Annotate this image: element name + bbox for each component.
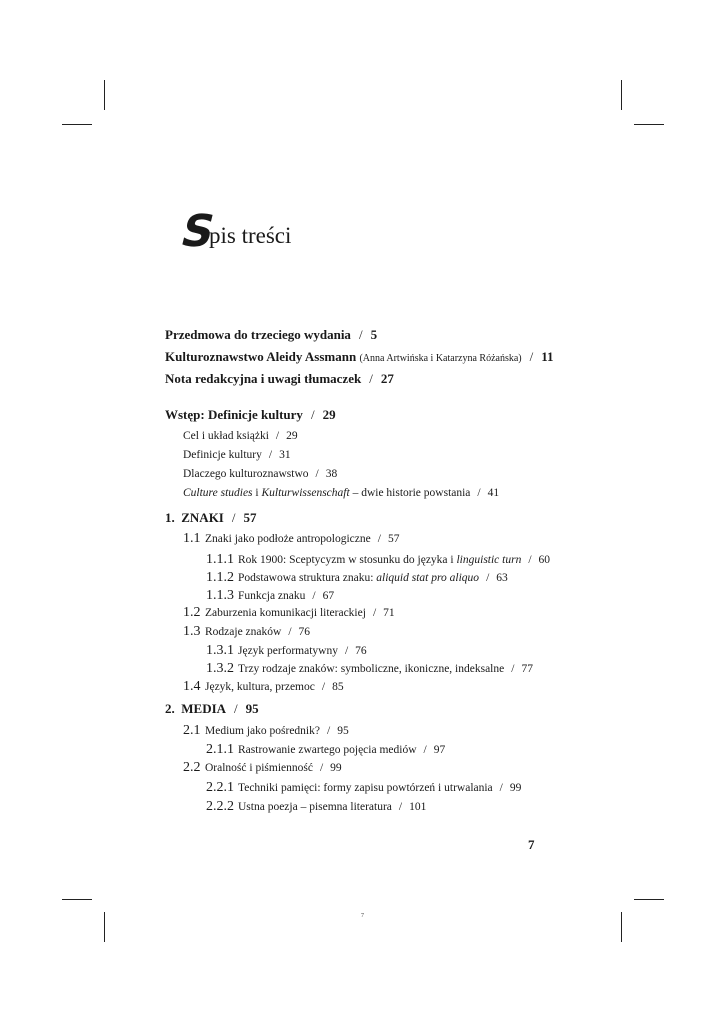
page-ref: 63 — [496, 572, 508, 584]
section-number: 2.2 — [183, 760, 201, 775]
footer-page-number: 7 — [361, 913, 364, 919]
toc-subentry[interactable] — [183, 430, 298, 442]
page-ref: 95 — [337, 725, 349, 737]
toc-subsection[interactable] — [206, 586, 334, 604]
toc-entry-introduction[interactable] — [165, 349, 554, 365]
toc-chapter-1[interactable] — [165, 510, 257, 526]
section-number: 1.4 — [183, 679, 201, 694]
page-ref: 29 — [322, 407, 336, 422]
section-number: 2.1 — [183, 723, 201, 738]
entry-title: Ustna poezja – pisemna literatura — [238, 801, 392, 813]
toc-chapter-2[interactable] — [165, 701, 259, 717]
crop-mark — [62, 124, 92, 125]
separator: / — [319, 762, 324, 774]
page-ref: 67 — [322, 590, 335, 602]
entry-title-italic: linguistic turn — [456, 554, 522, 566]
entry-title: Wstęp: Definicje kultury — [165, 407, 303, 422]
separator: / — [423, 744, 427, 756]
separator: / — [275, 430, 280, 442]
separator: / — [231, 510, 236, 525]
toc-subsection[interactable] — [206, 740, 445, 758]
entry-title: Znaki jako podłoże antropologiczne — [205, 533, 371, 545]
separator: / — [310, 407, 315, 422]
page-ref: 41 — [487, 487, 500, 499]
page-ref: 27 — [380, 371, 394, 386]
entry-title: Podstawowa struktura znaku: — [238, 572, 377, 584]
section-number: 1.3.1 — [206, 643, 234, 658]
section-number: 1.1.2 — [206, 570, 234, 585]
entry-title: Cel i układ książki — [183, 430, 269, 442]
separator: / — [312, 590, 316, 602]
page-ref: 11 — [541, 349, 554, 364]
toc-entry-intro[interactable] — [165, 407, 336, 423]
page-ref: 77 — [521, 663, 533, 675]
entry-title-italic: Culture studies — [183, 487, 253, 499]
entry-title: Medium jako pośrednik? — [205, 725, 320, 737]
page-ref: 60 — [538, 554, 551, 566]
entry-title: i — [252, 487, 262, 499]
section-number: 2.1.1 — [206, 742, 234, 757]
entry-title-italic: Kulturwissenschaft — [261, 487, 350, 499]
page-ref: 99 — [330, 762, 342, 774]
entry-title: Dlaczego kulturoznawstwo — [183, 468, 309, 480]
section-number: 1.3.2 — [206, 661, 234, 676]
section-number: 2.2.2 — [206, 799, 234, 814]
page-ref: 97 — [433, 744, 446, 756]
toc-subentry[interactable] — [183, 449, 291, 461]
separator: / — [358, 327, 363, 342]
separator: / — [268, 449, 273, 461]
entry-title-italic: aliquid stat pro aliquo — [376, 572, 480, 584]
entry-title: Funkcja znaku — [238, 590, 306, 602]
page-ref: 99 — [509, 782, 522, 794]
page-ref: 71 — [383, 607, 395, 619]
toc-subsection[interactable] — [206, 550, 550, 568]
section-number: 1.2 — [183, 605, 201, 620]
entry-title: Kulturoznawstwo Aleidy Assmann — [165, 349, 357, 364]
entry-title: Techniki pamięci: formy zapisu powtórzeń i utrwalania — [238, 782, 493, 794]
page-ref: 95 — [245, 701, 259, 716]
toc-section[interactable] — [183, 758, 342, 776]
separator: / — [398, 801, 403, 813]
entry-title: Rok 1900: Sceptycyzm w stosunku do języka i — [238, 554, 457, 566]
page-ref: 85 — [332, 681, 344, 693]
entry-title: Rodzaje znaków — [205, 626, 282, 638]
toc-section[interactable] — [183, 677, 344, 695]
page-ref: 5 — [370, 327, 378, 342]
entry-title: Rastrowanie zwartego pojęcia mediów — [238, 744, 417, 756]
crop-mark — [621, 80, 622, 110]
entry-authors: (Anna Artwińska i Katarzyna Różańska) — [359, 353, 522, 364]
section-number: 1.3 — [183, 624, 201, 639]
title-text: pis treści — [209, 223, 292, 248]
entry-title: – dwie historie powstania — [349, 487, 471, 499]
entry-title: Język performatywny — [238, 645, 338, 657]
entry-title: Język, kultura, przemoc — [205, 681, 315, 693]
toc-subsection[interactable] — [206, 641, 367, 659]
chapter-title: 2. MEDIA — [165, 701, 227, 716]
separator: / — [529, 349, 534, 364]
separator: / — [326, 725, 331, 737]
crop-mark — [634, 124, 664, 125]
crop-mark — [104, 80, 105, 110]
separator: / — [377, 533, 381, 545]
toc-entry-editorial-note[interactable] — [165, 371, 394, 387]
separator: / — [288, 626, 292, 638]
separator: / — [477, 487, 481, 499]
toc-section[interactable] — [183, 529, 399, 547]
crop-mark — [634, 899, 664, 900]
separator: / — [369, 371, 373, 386]
separator: / — [321, 681, 326, 693]
page-ref: 38 — [325, 468, 338, 480]
toc-subsection[interactable] — [206, 568, 508, 586]
toc-section[interactable] — [183, 603, 395, 621]
section-number: 1.1.1 — [206, 552, 234, 567]
page-ref: 57 — [387, 533, 400, 545]
crop-mark — [104, 912, 105, 942]
separator: / — [486, 572, 490, 584]
entry-title: Przedmowa do trzeciego wydania — [165, 327, 351, 342]
section-number: 1.1.3 — [206, 588, 234, 603]
entry-title: Nota redakcyjna i uwagi tłumaczek — [165, 371, 362, 386]
separator: / — [344, 645, 349, 657]
entry-title: Trzy rodzaje znaków: symboliczne, ikoniczne, indeksalne — [238, 663, 505, 675]
separator: / — [499, 782, 503, 794]
separator: / — [528, 554, 532, 566]
page-ref: 57 — [243, 510, 257, 525]
toc-section[interactable] — [183, 622, 310, 640]
toc-entry-preface[interactable] — [165, 327, 377, 343]
page-number: 7 — [528, 837, 535, 852]
section-number: 1.1 — [183, 531, 201, 546]
title-initial: S — [175, 206, 219, 257]
chapter-title: 1. ZNAKI — [165, 510, 224, 525]
entry-title: Oralność i piśmienność — [205, 762, 313, 774]
crop-mark — [621, 912, 622, 942]
toc-subentry[interactable] — [183, 487, 499, 499]
separator: / — [315, 468, 319, 480]
crop-mark — [62, 899, 92, 900]
toc-subsection[interactable] — [206, 778, 521, 796]
separator: / — [511, 663, 515, 675]
page-ref: 76 — [355, 645, 367, 657]
entry-title: Zaburzenia komunikacji literackiej — [205, 607, 366, 619]
entry-title: Definicje kultury — [183, 449, 262, 461]
separator: / — [372, 607, 377, 619]
toc-section[interactable] — [183, 721, 349, 739]
page-ref: 31 — [279, 449, 291, 461]
separator: / — [234, 701, 238, 716]
toc-subsection[interactable] — [206, 797, 426, 815]
page-ref: 101 — [409, 801, 427, 813]
section-number: 2.2.1 — [206, 780, 234, 795]
toc-subsection[interactable] — [206, 659, 533, 677]
page-ref: 29 — [286, 430, 298, 442]
toc-subentry[interactable] — [183, 468, 337, 480]
page-ref: 76 — [298, 626, 311, 638]
